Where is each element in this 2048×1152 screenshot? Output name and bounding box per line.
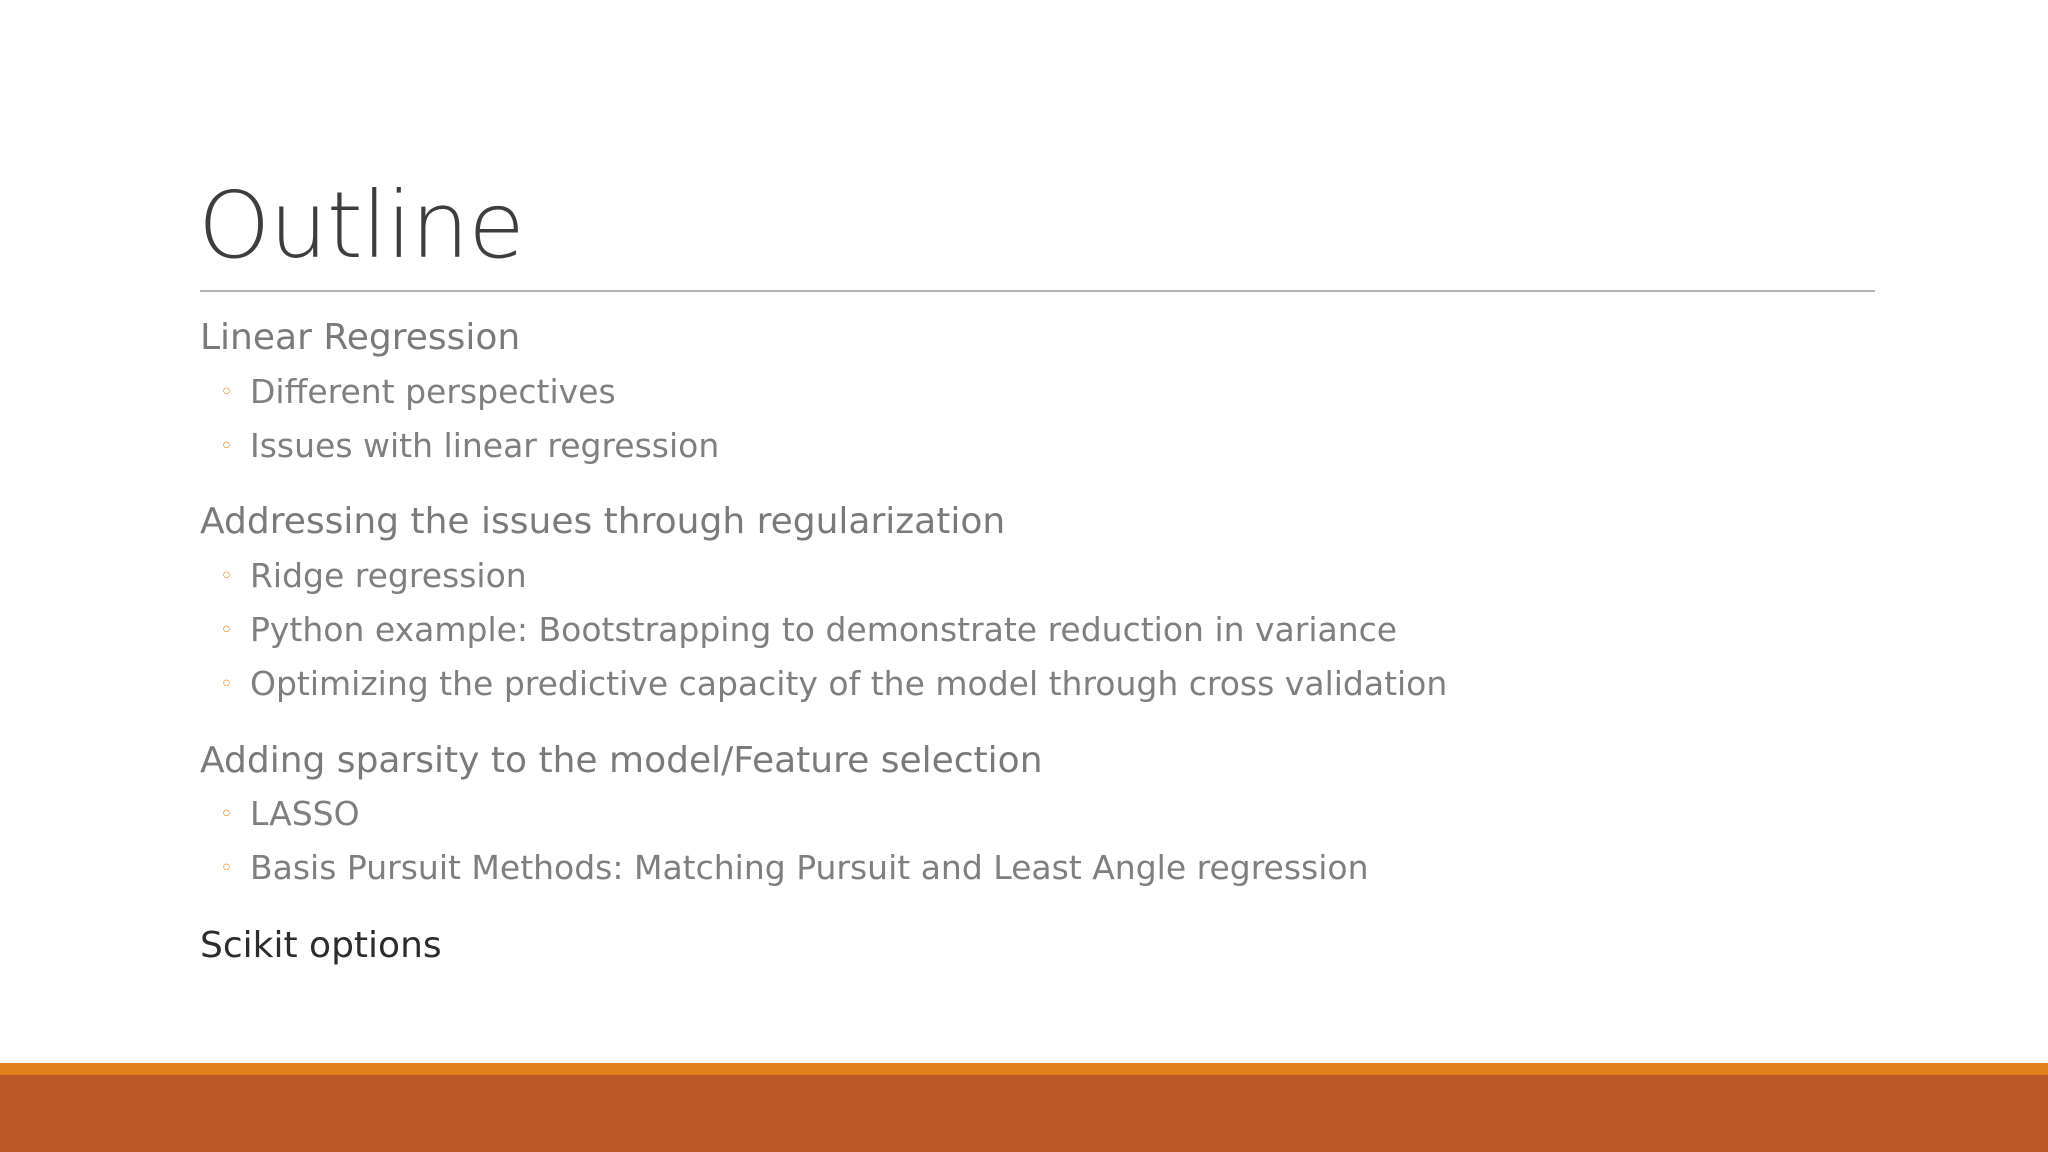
list-item-label: Python example: Bootstrapping to demonstrate reduction in variance (250, 610, 1398, 649)
section-heading-linear-regression: Linear Regression (200, 317, 521, 358)
list-item (220, 555, 527, 598)
bullet-icon: ◦ (220, 434, 233, 459)
list-item-label: LASSO (250, 794, 360, 833)
outline-list (200, 0, 1850, 1060)
section-heading-regularization: Addressing the issues through regularization (200, 501, 1006, 542)
list-item (220, 847, 1369, 890)
footer-bar (0, 1075, 2048, 1152)
bullet-icon: ◦ (220, 856, 233, 881)
list-item-label: Issues with linear regression (250, 426, 720, 465)
list-item (220, 425, 719, 468)
section-heading-scikit-options: Scikit options (200, 925, 442, 966)
bullet-icon: ◦ (220, 672, 233, 697)
list-item (220, 793, 360, 836)
section-heading-sparsity: Adding sparsity to the model/Feature selection (200, 740, 1043, 781)
list-item-label: Optimizing the predictive capacity of the model through cross validation (250, 664, 1448, 703)
footer-accent-stripe (0, 1063, 2048, 1075)
bullet-icon: ◦ (220, 380, 233, 405)
bullet-icon: ◦ (220, 618, 233, 643)
list-item-label: Basis Pursuit Methods: Matching Pursuit and Least Angle regression (250, 848, 1369, 887)
list-item (220, 371, 616, 414)
list-item-label: Ridge regression (250, 556, 527, 595)
slide-title: Outline (198, 172, 524, 279)
list-item (220, 663, 1447, 706)
list-item-label: Different perspectives (250, 372, 616, 411)
list-item (220, 609, 1397, 652)
bullet-icon: ◦ (220, 564, 233, 589)
bullet-icon: ◦ (220, 802, 233, 827)
